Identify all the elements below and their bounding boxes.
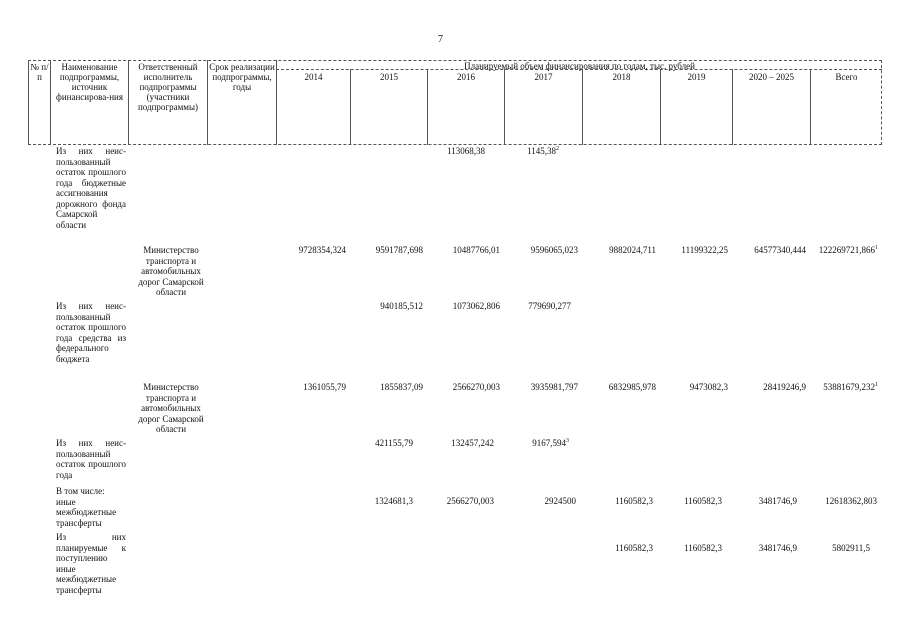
header-year-2017: 2017 [534,72,553,82]
cell-2019: 9473082,3 [689,382,728,392]
row-executor-ministry: Министерство транспорта и автомобильных дорог Самарской области [138,382,204,434]
footnote-mark: 1 [875,382,878,388]
cell-2018: 1160582,3 [615,496,653,506]
row-label-unused-remainder: Из них неис-пользованный остаток прошлого года [56,438,126,480]
header-col-num: № п/п [30,62,49,82]
header-year-2015: 2015 [380,72,398,82]
footnote-mark: 2 [555,146,559,152]
cell-2016: 1073062,806 [452,301,500,311]
cell-total: 5802911,5 [832,543,870,553]
cell-2020-2025: 28419246,9 [763,382,806,392]
footnote-mark: 1 [875,245,878,251]
cell-2018: 9882024,711 [609,245,656,255]
header-year-2020-2025: 2020 – 2025 [749,72,794,82]
cell-2020-2025: 64577340,444 [754,245,806,255]
cell-2017: 9167,594$^3$ [532,438,569,448]
header-year-2018: 2018 [612,72,631,82]
header-year-2014: 2014 [304,72,323,82]
row-label-federal: Из них неис-пользованный остаток прошлого года средства из федерального бюджета [56,301,126,364]
row-executor-ministry: Министерство транспорта и автомобильных дорог Самарской области [138,245,204,297]
cell-2018: 6832985,978 [608,382,656,392]
cell-2017: 3935981,797 [530,382,578,392]
cell-total: 53881679,232$^1$ [823,382,878,392]
cell-2020-2025: 3481746,9 [758,496,797,506]
header-col-name: Наименование подпрограммы, источник финансирова-ния [56,62,123,102]
header-year-2019: 2019 [687,72,706,82]
cell-2015: 1855837,09 [380,382,423,392]
cell-2016: 2566270,003 [452,382,500,392]
row-label-road-fund: Из них неис-пользованный остаток прошлого года бюджетные ассигнования дорожного фонда Самарской области [56,146,126,230]
cell-2019: 1160582,3 [684,543,722,553]
cell-2015: 9591787,698 [375,245,423,255]
cell-2016: 113068,38 [447,146,485,156]
cell-2019: 1160582,3 [684,496,722,506]
cell-total: 122269721,866$^1$ [818,245,878,255]
header-year-2016: 2016 [457,72,475,82]
page-number: 7 [438,34,443,45]
cell-2014: 9728354,324 [298,245,346,255]
cell-2015: 1324681,3 [374,496,413,506]
cell-2018: 1160582,3 [615,543,653,553]
cell-2015: 940185,512 [380,301,423,311]
cell-2014: 1361055,79 [303,382,346,392]
cell-2019: 11199322,25 [681,245,728,255]
header-col-executor: Ответственный исполнитель подпрограммы (участники подпрограммы) [137,62,199,112]
cell-2020-2025: 3481746,9 [758,543,797,553]
row-label-transfers: В том числе: иные межбюджетные трансферты [56,486,117,528]
row-label-planned-transfers: Из них планируемые к поступлению иные межбюджетные трансферты [56,532,126,595]
cell-2017: 2924500 [544,496,576,506]
cell-2017: 9596065,023 [530,245,578,255]
cell-2016: 132457,242 [451,438,494,448]
cell-total: 12618362,803 [825,496,877,506]
header-group-title: Планируемый объем финансирования по годам, тыс. рублей [464,61,695,71]
cell-2015: 421155,79 [375,438,413,448]
cell-2016: 10487766,01 [452,245,500,255]
cell-2017: 1145,38$^2$ [527,146,559,156]
header-total: Всего [835,72,858,82]
footnote-mark: 3 [566,438,569,444]
cell-2017: 779690,277 [528,301,571,311]
header-col-period: Срок реализации подпрограммы, годы [209,62,275,92]
cell-2016: 2566270,003 [446,496,494,506]
